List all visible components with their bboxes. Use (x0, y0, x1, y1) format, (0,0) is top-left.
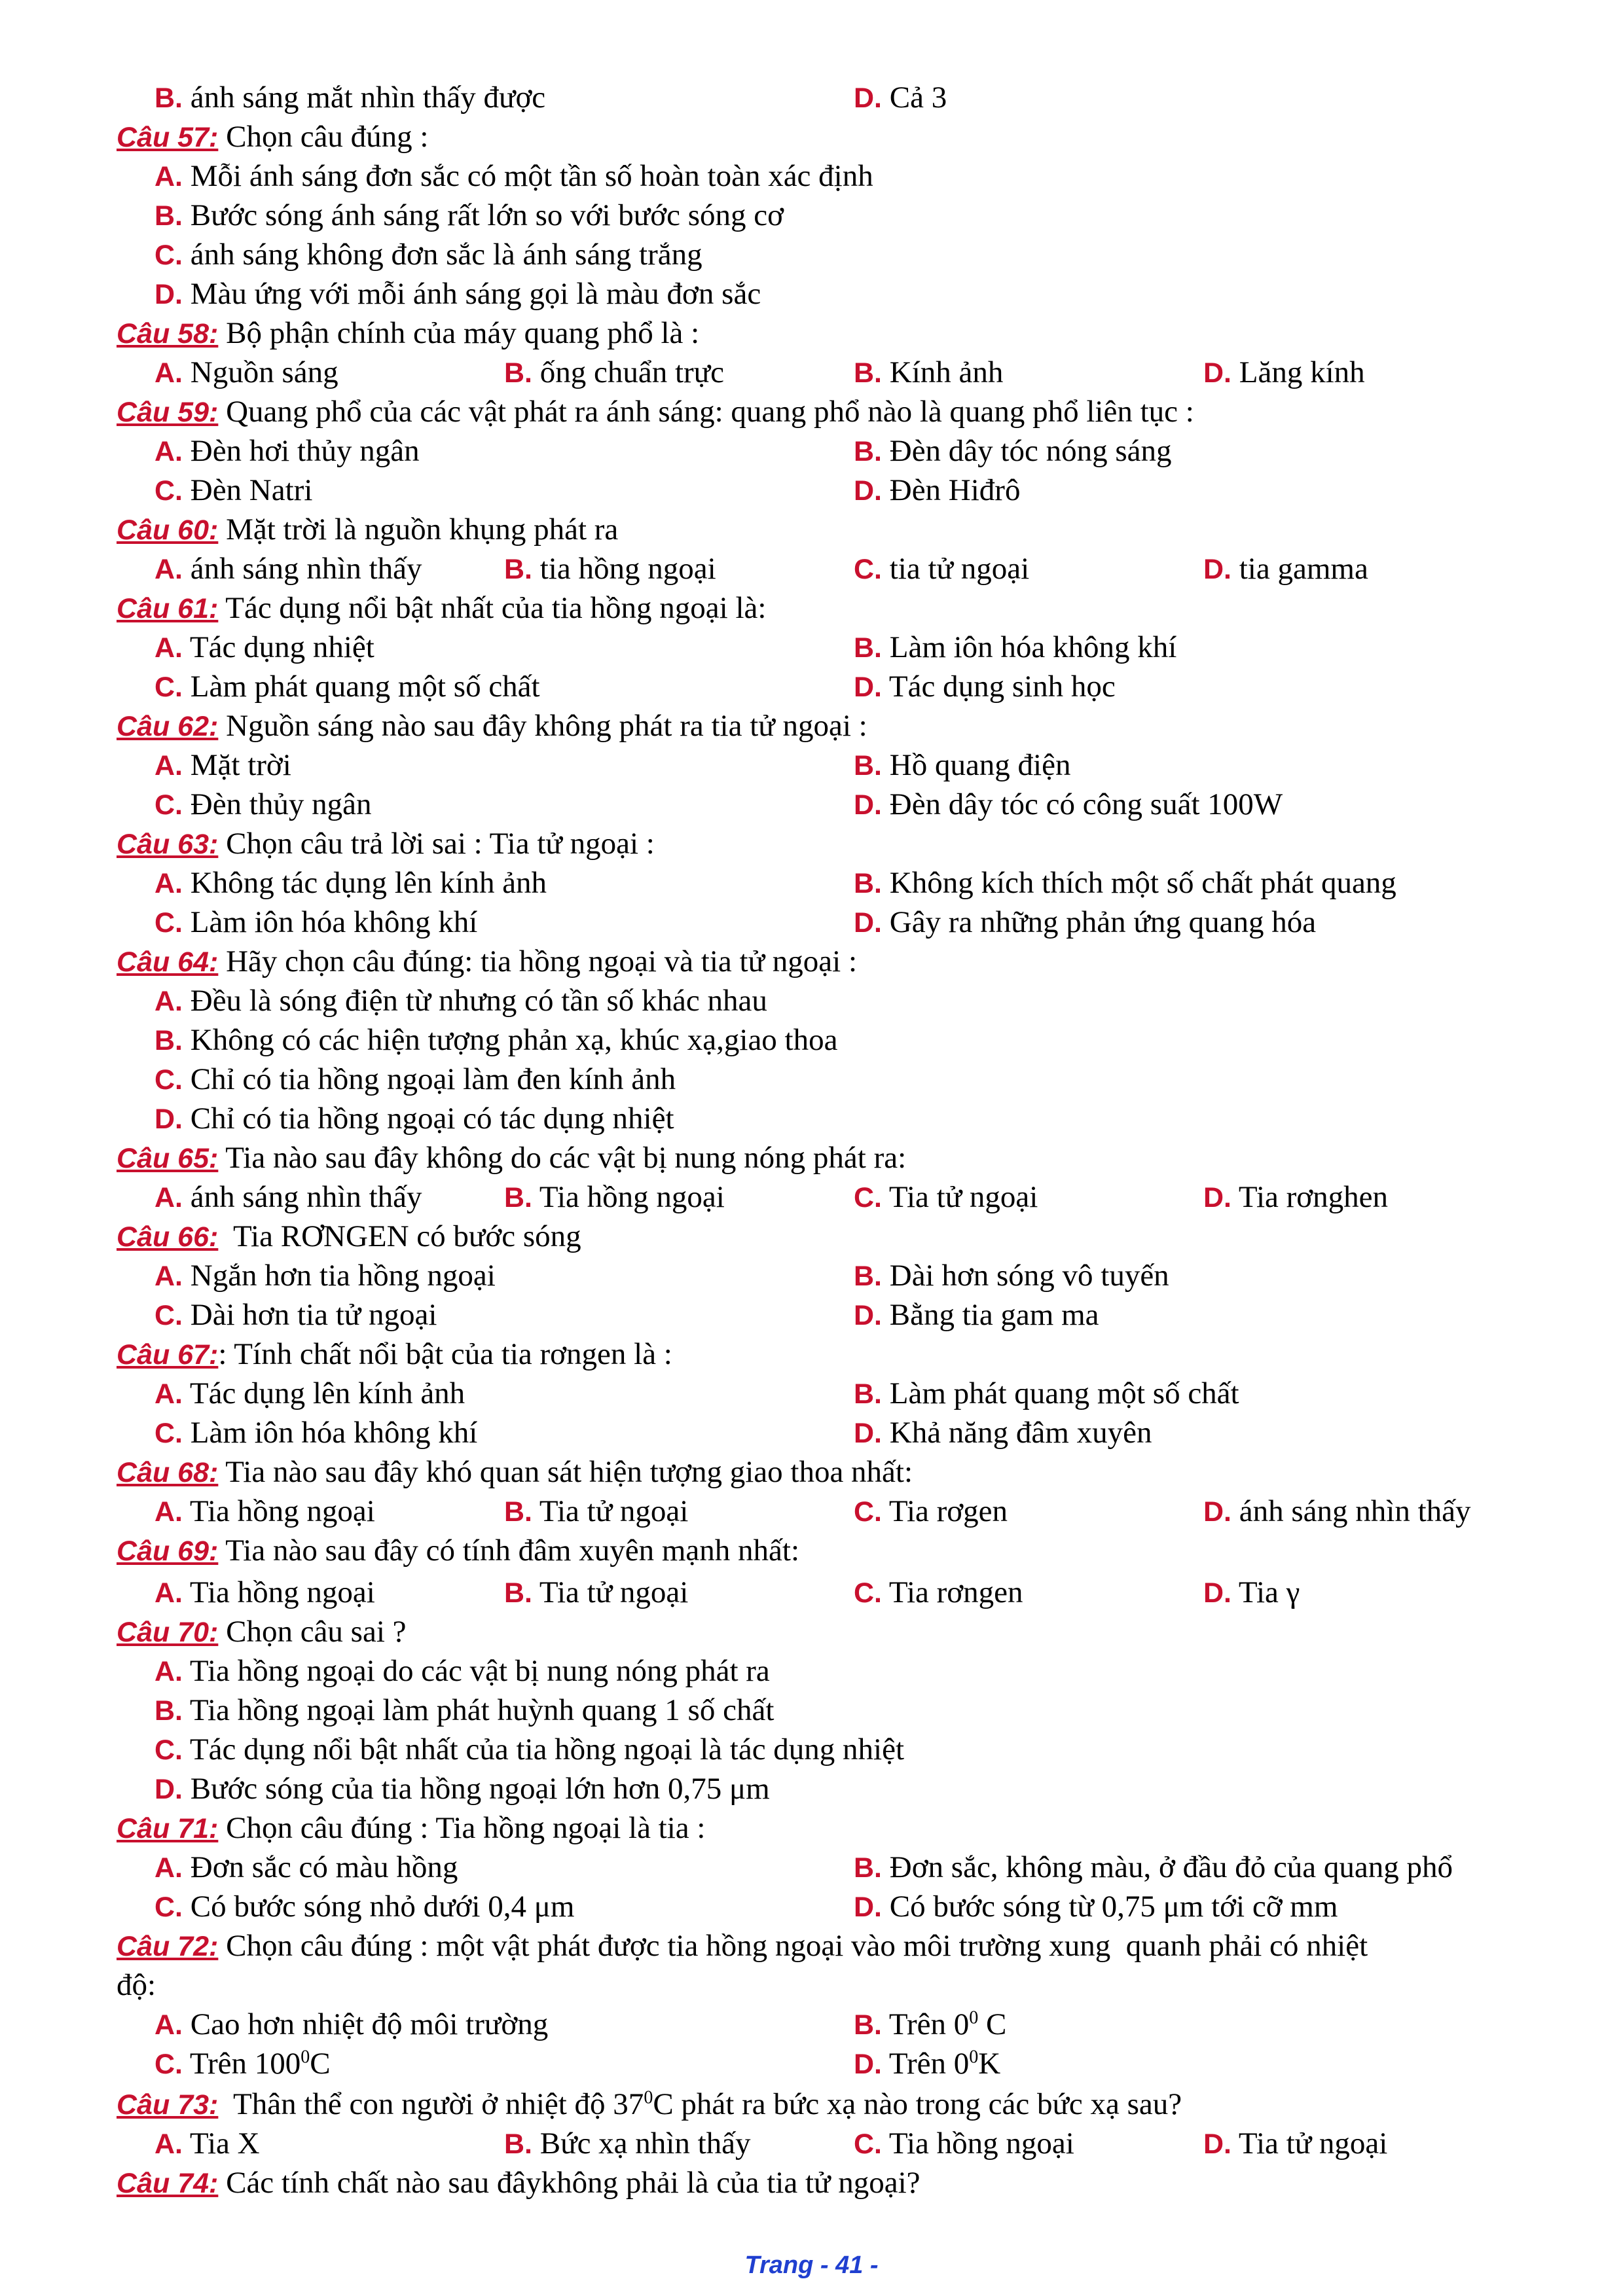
q61-option-a (155, 629, 374, 666)
option-label: A. (155, 357, 183, 389)
question-58 (117, 315, 699, 352)
option-text: Tia hồng ngoại (539, 1180, 725, 1214)
q70-option-a (155, 1653, 770, 1690)
option-text: Nguồn sáng (190, 355, 338, 389)
option-text: Tia rơgen (888, 1494, 1008, 1528)
option-label: D. (1203, 1496, 1231, 1528)
option-text: Làm phát quang một số chất (889, 1376, 1239, 1410)
option-label: B. (854, 2009, 882, 2041)
option-label: D. (854, 475, 882, 507)
option-text: Đèn thủy ngân (190, 787, 372, 821)
option-text: Cả 3 (889, 81, 947, 115)
option-label: D. (155, 279, 183, 310)
option-label: D. (155, 1774, 183, 1805)
option-label: C. (155, 1734, 183, 1766)
option-label: B. (504, 357, 532, 389)
q59-option-d (854, 472, 1020, 509)
q59-option-b (854, 433, 1171, 470)
option-text: Lăng kính (1239, 355, 1365, 389)
q67-option-d (854, 1414, 1152, 1452)
question-text: Quang phổ của các vật phát ra ánh sáng: quang phổ nào là quang phổ liên tục : (218, 395, 1194, 429)
q73-option-b (504, 2125, 751, 2162)
question-59 (117, 393, 1194, 431)
q73-option-d (1203, 2125, 1387, 2162)
option-text: Ngắn hơn tia hồng ngoại (190, 1259, 496, 1293)
question-label: Câu 63: (117, 829, 219, 860)
option-label: C. (155, 1418, 183, 1449)
option-text: Đèn hơi thủy ngân (190, 434, 420, 468)
q66-option-c (155, 1297, 437, 1334)
q58-option-d (1203, 354, 1365, 391)
option-text: Bước sóng ánh sáng rất lớn so với bước sóng cơ (190, 198, 784, 232)
option-label: C. (854, 554, 882, 585)
option-label: A. (155, 436, 183, 467)
option-text: Chỉ có tia hồng ngoại làm đen kính ảnh (190, 1062, 676, 1096)
q70-option-d (155, 1770, 770, 1808)
q73-option-a (155, 2125, 260, 2162)
option-text: Làm iôn hóa không khí (190, 905, 478, 939)
q69-option-b (504, 1574, 688, 1611)
option-label: A. (155, 632, 183, 664)
question-label: Câu 68: (117, 1457, 219, 1488)
q62-option-c (155, 786, 371, 823)
option-label: B. (854, 632, 882, 664)
option-text: Tia hồng ngoại (888, 2126, 1074, 2161)
option-text: Không kích thích một số chất phát quang (889, 866, 1396, 900)
q62-option-d (854, 786, 1283, 823)
option-label: A. (155, 1182, 183, 1213)
option-label: B. (854, 868, 882, 899)
q62-option-b (854, 747, 1070, 784)
q71-option-d (854, 1888, 1338, 1926)
option-label: B. (155, 82, 183, 114)
option-text: ánh sáng nhìn thấy (1239, 1494, 1471, 1528)
q69-option-a (155, 1574, 375, 1611)
option-text: Tia hồng ngoại (189, 1494, 375, 1528)
q72-option-b (854, 2006, 1006, 2043)
option-text: Chỉ có tia hồng ngoại có tác dụng nhiệt (190, 1102, 674, 1136)
option-label: B. (854, 436, 882, 467)
option-text-post: K (978, 2047, 1001, 2081)
q62-option-a (155, 747, 291, 784)
question-text: Chọn câu đúng : Tia hồng ngoại là tia : (218, 1811, 706, 1845)
question-61 (117, 590, 766, 627)
option-label: C. (854, 1182, 882, 1213)
option-label: C. (155, 907, 183, 939)
option-label: D. (854, 907, 882, 939)
option-text: Tác dụng nhiệt (189, 630, 374, 664)
q70-option-c (155, 1731, 904, 1768)
question-74 (117, 2164, 921, 2202)
option-text: Tia hồng ngoại làm phát huỳnh quang 1 số chất (189, 1693, 775, 1727)
option-text: Trên 0 (888, 2007, 970, 2041)
question-text: Chọn câu đúng : (218, 120, 429, 154)
q63-option-b (854, 865, 1396, 902)
question-text: Tia RƠNGEN có bước sóng (218, 1219, 581, 1253)
q57-option-b (155, 197, 784, 234)
q60-option-a (155, 550, 422, 588)
option-label: B. (155, 1025, 183, 1056)
option-text: Không tác dụng lên kính ảnh (190, 866, 547, 900)
option-text: Cao hơn nhiệt độ môi trường (190, 2007, 549, 2041)
option-label: A. (155, 1656, 183, 1687)
question-text: Nguồn sáng nào sau đây không phát ra tia tử ngoại : (218, 709, 867, 743)
q61-option-c (155, 668, 540, 706)
question-label: Câu 70: (117, 1617, 219, 1648)
question-text: Các tính chất nào sau đâykhông phải là của tia tử ngoại? (218, 2166, 921, 2200)
option-text: Hồ quang điện (889, 748, 1071, 782)
option-text: tia tử ngoại (889, 552, 1030, 586)
option-text: Tia hồng ngoại (189, 1575, 375, 1609)
question-text: Mặt trời là nguồn khụng phát ra (218, 512, 619, 547)
q65-option-c (854, 1179, 1038, 1216)
option-text: Có bước sóng từ 0,75 μm tới cỡ mm (889, 1890, 1338, 1924)
question-62 (117, 708, 867, 745)
question-text: Chọn câu sai ? (218, 1615, 407, 1649)
q72-option-c (155, 2045, 331, 2083)
q63-option-a (155, 865, 547, 902)
q58-option-c (854, 354, 1003, 391)
option-label: D. (854, 672, 882, 703)
option-text: Đèn dây tóc có công suất 100W (889, 787, 1283, 821)
q60-option-c (854, 550, 1029, 588)
option-text: Đơn sắc có màu hồng (190, 1850, 458, 1884)
option-text: Tia tử ngoại (539, 1494, 689, 1528)
option-label: A. (155, 2009, 183, 2041)
option-label: D. (1203, 1577, 1231, 1609)
option-text: tia hồng ngoại (539, 552, 716, 586)
option-text: Tia X (189, 2126, 260, 2161)
question-text: Chọn câu đúng : một vật phát được tia hồng ngoại vào môi trường xung quanh phải có nhiệt (218, 1929, 1368, 1963)
option-label: C. (155, 1064, 183, 1096)
option-label: C. (155, 2049, 183, 2080)
option-label: D. (1203, 2128, 1231, 2160)
option-text: Làm iôn hóa không khí (190, 1416, 478, 1450)
q60-option-d (1203, 550, 1368, 588)
option-label: D. (155, 1103, 183, 1135)
question-label: Câu 65: (117, 1143, 219, 1174)
option-label: A. (155, 1378, 183, 1410)
q72-option-d (854, 2045, 1000, 2083)
question-67 (117, 1336, 672, 1373)
option-text-post: C (310, 2047, 331, 2081)
option-text: Đèn Hiđrô (889, 473, 1021, 507)
q57-option-a (155, 158, 873, 195)
option-text: ánh sáng nhìn thấy (190, 552, 422, 586)
q63-option-d (854, 904, 1316, 941)
option-text: Không có các hiện tượng phản xạ, khúc xạ,giao thoa (190, 1023, 838, 1057)
question-text: Tia nào sau đây có tính đâm xuyên mạnh nhất: (218, 1534, 799, 1568)
question-69 (117, 1532, 799, 1570)
option-text: ánh sáng không đơn sắc là ánh sáng trắng (190, 238, 702, 272)
option-text: Tia γ (1238, 1575, 1300, 1609)
q67-option-a (155, 1375, 465, 1412)
question-label: Câu 58: (117, 318, 219, 350)
question-label: Câu 69: (117, 1535, 219, 1567)
option-label: A. (155, 1852, 183, 1884)
q65-option-a (155, 1179, 422, 1216)
option-text: Làm phát quang một số chất (190, 670, 540, 704)
question-text: Tia nào sau đây khó quan sát hiện tượng giao thoa nhất: (218, 1455, 913, 1489)
option-label: C. (854, 1496, 882, 1528)
q65-option-d (1203, 1179, 1388, 1216)
option-label: A. (155, 986, 183, 1017)
question-text-post: C phát ra bức xạ nào trong các bức xạ sau? (653, 2087, 1182, 2121)
q70-option-b (155, 1692, 774, 1729)
option-label: D. (854, 2049, 882, 2080)
option-text: Đèn Natri (190, 473, 313, 507)
q72-option-a (155, 2006, 548, 2043)
q71-option-c (155, 1888, 574, 1926)
option-text: Gây ra những phản ứng quang hóa (889, 905, 1317, 939)
option-label: D. (854, 82, 882, 114)
question-label: Câu 74: (117, 2168, 219, 2199)
option-text: Kính ảnh (889, 355, 1004, 389)
question-65 (117, 1139, 906, 1177)
option-text-post: C (978, 2007, 1007, 2041)
question-57 (117, 118, 428, 156)
question-label: Câu 62: (117, 711, 219, 742)
question-68 (117, 1454, 913, 1491)
question-text: Thân thể con người ở nhiệt độ 37 (218, 2087, 644, 2121)
question-72 (117, 1928, 1368, 1965)
option-text: Bước sóng của tia hồng ngoại lớn hơn 0,75 μm (190, 1772, 770, 1806)
option-label: B. (504, 554, 532, 585)
option-label: A. (155, 1496, 183, 1528)
q66-option-b (854, 1257, 1169, 1295)
superscript: 0 (301, 2047, 310, 2068)
option-label: B. (854, 1852, 882, 1884)
option-text: Đơn sắc, không màu, ở đầu đỏ của quang phổ (889, 1850, 1453, 1884)
q64-option-b (155, 1022, 837, 1059)
option-label: D. (854, 1300, 882, 1331)
option-text: Màu ứng với mỗi ánh sáng gọi là màu đơn sắc (190, 277, 761, 311)
option-label: D. (1203, 554, 1231, 585)
option-label: A. (155, 1261, 183, 1292)
q67-option-c (155, 1414, 477, 1452)
q64-option-c (155, 1061, 676, 1098)
question-text-cont: độ: (117, 1968, 156, 2002)
q59-option-c (155, 472, 312, 509)
option-text: Tia tử ngoại (888, 1180, 1038, 1214)
question-60 (117, 511, 618, 548)
question-71 (117, 1810, 705, 1847)
question-text: : Tính chất nổi bật của tia rơngen là : (218, 1337, 672, 1371)
question-label: Câu 71: (117, 1813, 219, 1844)
option-label: C. (854, 1577, 882, 1609)
q71-option-a (155, 1849, 458, 1886)
superscript: 0 (644, 2087, 653, 2108)
q66-option-a (155, 1257, 496, 1295)
question-label: Câu 59: (117, 397, 219, 428)
q67-option-b (854, 1375, 1239, 1412)
option-text: tia gamma (1239, 552, 1368, 586)
q60-option-b (504, 550, 716, 588)
option-text: ánh sáng mắt nhìn thấy được (190, 81, 546, 115)
q71-option-b (854, 1849, 1453, 1886)
q61-option-b (854, 629, 1176, 666)
q68-option-d (1203, 1493, 1471, 1530)
q61-option-d (854, 668, 1116, 706)
question-66 (117, 1218, 581, 1255)
question-label: Câu 72: (117, 1931, 219, 1962)
question-label: Câu 66: (117, 1221, 219, 1253)
option-text: Tia tử ngoại (1238, 2126, 1388, 2161)
page-number-footer: Trang - 41 - (744, 2251, 879, 2279)
superscript: 0 (969, 2007, 979, 2028)
q57-option-c (155, 236, 702, 274)
option-text: Tác dụng lên kính ảnh (189, 1376, 465, 1410)
option-text: Làm iôn hóa không khí (889, 630, 1177, 664)
question-text: Tia nào sau đây không do các vật bị nung nóng phát ra: (218, 1141, 907, 1175)
option-label: A. (155, 554, 183, 585)
option-text: ánh sáng nhìn thấy (190, 1180, 422, 1214)
question-64 (117, 943, 857, 980)
option-text: Đều là sóng điện từ nhưng có tần số khác nhau (190, 984, 767, 1018)
option-label: D. (1203, 357, 1231, 389)
option-text: Có bước sóng nhỏ dưới 0,4 μm (190, 1890, 575, 1924)
question-label: Câu 60: (117, 514, 219, 546)
question-label: Câu 57: (117, 122, 219, 153)
option-label: C. (155, 1892, 183, 1923)
option-label: B. (504, 1496, 532, 1528)
option-label: B. (504, 1577, 532, 1609)
option-label: C. (854, 2128, 882, 2160)
question-text: Hãy chọn câu đúng: tia hồng ngoại và tia tử ngoại : (218, 944, 858, 978)
option-text: Tia hồng ngoại do các vật bị nung nóng phát ra (189, 1654, 770, 1688)
option-text: Bằng tia gam ma (889, 1298, 1099, 1332)
option-text: Trên 100 (189, 2047, 301, 2081)
option-label: B. (155, 1695, 183, 1727)
q68-option-a (155, 1493, 375, 1530)
option-d-prev (854, 79, 947, 117)
question-63 (117, 825, 655, 863)
question-label: Câu 67: (117, 1339, 219, 1371)
option-text: Tác dụng nổi bật nhất của tia hồng ngoại là tác dụng nhiệt (189, 1732, 905, 1767)
option-label: A. (155, 161, 183, 192)
question-text: Bộ phận chính của máy quang phổ là : (218, 316, 700, 350)
q65-option-b (504, 1179, 725, 1216)
q69-option-c (854, 1574, 1023, 1611)
question-73 (117, 2086, 1182, 2123)
question-label: Câu 61: (117, 593, 219, 624)
question-label: Câu 73: (117, 2089, 219, 2121)
q63-option-c (155, 904, 477, 941)
q66-option-d (854, 1297, 1099, 1334)
option-text: Khả năng đâm xuyên (889, 1416, 1152, 1450)
option-label: C. (155, 1300, 183, 1331)
option-label: B. (504, 1182, 532, 1213)
option-text: Mặt trời (190, 748, 291, 782)
option-label: B. (854, 357, 882, 389)
option-text: ống chuẩn trực (539, 355, 725, 389)
question-text: Chọn câu trả lời sai : Tia tử ngoại : (218, 827, 655, 861)
option-b-prev (155, 79, 545, 117)
option-text: Bức xạ nhìn thấy (539, 2126, 751, 2161)
question-72-continued (117, 1967, 156, 2003)
q68-option-b (504, 1493, 688, 1530)
option-label: C. (155, 475, 183, 507)
option-label: A. (155, 2128, 183, 2160)
option-label: D. (854, 1892, 882, 1923)
option-text: Trên 0 (888, 2047, 970, 2081)
superscript: 0 (969, 2047, 979, 2068)
option-text: Tia rơngen (888, 1575, 1023, 1609)
option-label: D. (1203, 1182, 1231, 1213)
option-text: Tia tử ngoại (539, 1575, 689, 1609)
option-label: C. (155, 789, 183, 821)
option-label: B. (854, 750, 882, 781)
question-text: Tác dụng nổi bật nhất của tia hồng ngoại là: (218, 591, 767, 625)
option-text: Tác dụng sinh học (888, 670, 1116, 704)
q64-option-a (155, 982, 767, 1020)
option-text: Mỗi ánh sáng đơn sắc có một tần số hoàn toàn xác định (190, 159, 873, 193)
q69-option-d (1203, 1574, 1300, 1611)
q73-option-c (854, 2125, 1074, 2162)
option-label: A. (155, 868, 183, 899)
option-label: D. (854, 1418, 882, 1449)
q59-option-a (155, 433, 420, 470)
option-label: C. (155, 240, 183, 271)
option-label: B. (854, 1261, 882, 1292)
q58-option-a (155, 354, 338, 391)
question-label: Câu 64: (117, 946, 219, 978)
option-text: Đèn dây tóc nóng sáng (889, 434, 1172, 468)
option-label: D. (854, 789, 882, 821)
question-70 (117, 1613, 406, 1651)
q64-option-d (155, 1100, 674, 1138)
option-label: B. (504, 2128, 532, 2160)
option-label: C. (155, 672, 183, 703)
q58-option-b (504, 354, 724, 391)
option-label: B. (854, 1378, 882, 1410)
option-text: Dài hơn sóng vô tuyến (889, 1259, 1169, 1293)
option-label: A. (155, 1577, 183, 1609)
option-text: Dài hơn tia tử ngoại (190, 1298, 437, 1332)
option-text: Tia rơnghen (1238, 1180, 1388, 1214)
q57-option-d (155, 276, 761, 313)
option-label: B. (155, 200, 183, 232)
option-label: A. (155, 750, 183, 781)
q68-option-c (854, 1493, 1008, 1530)
